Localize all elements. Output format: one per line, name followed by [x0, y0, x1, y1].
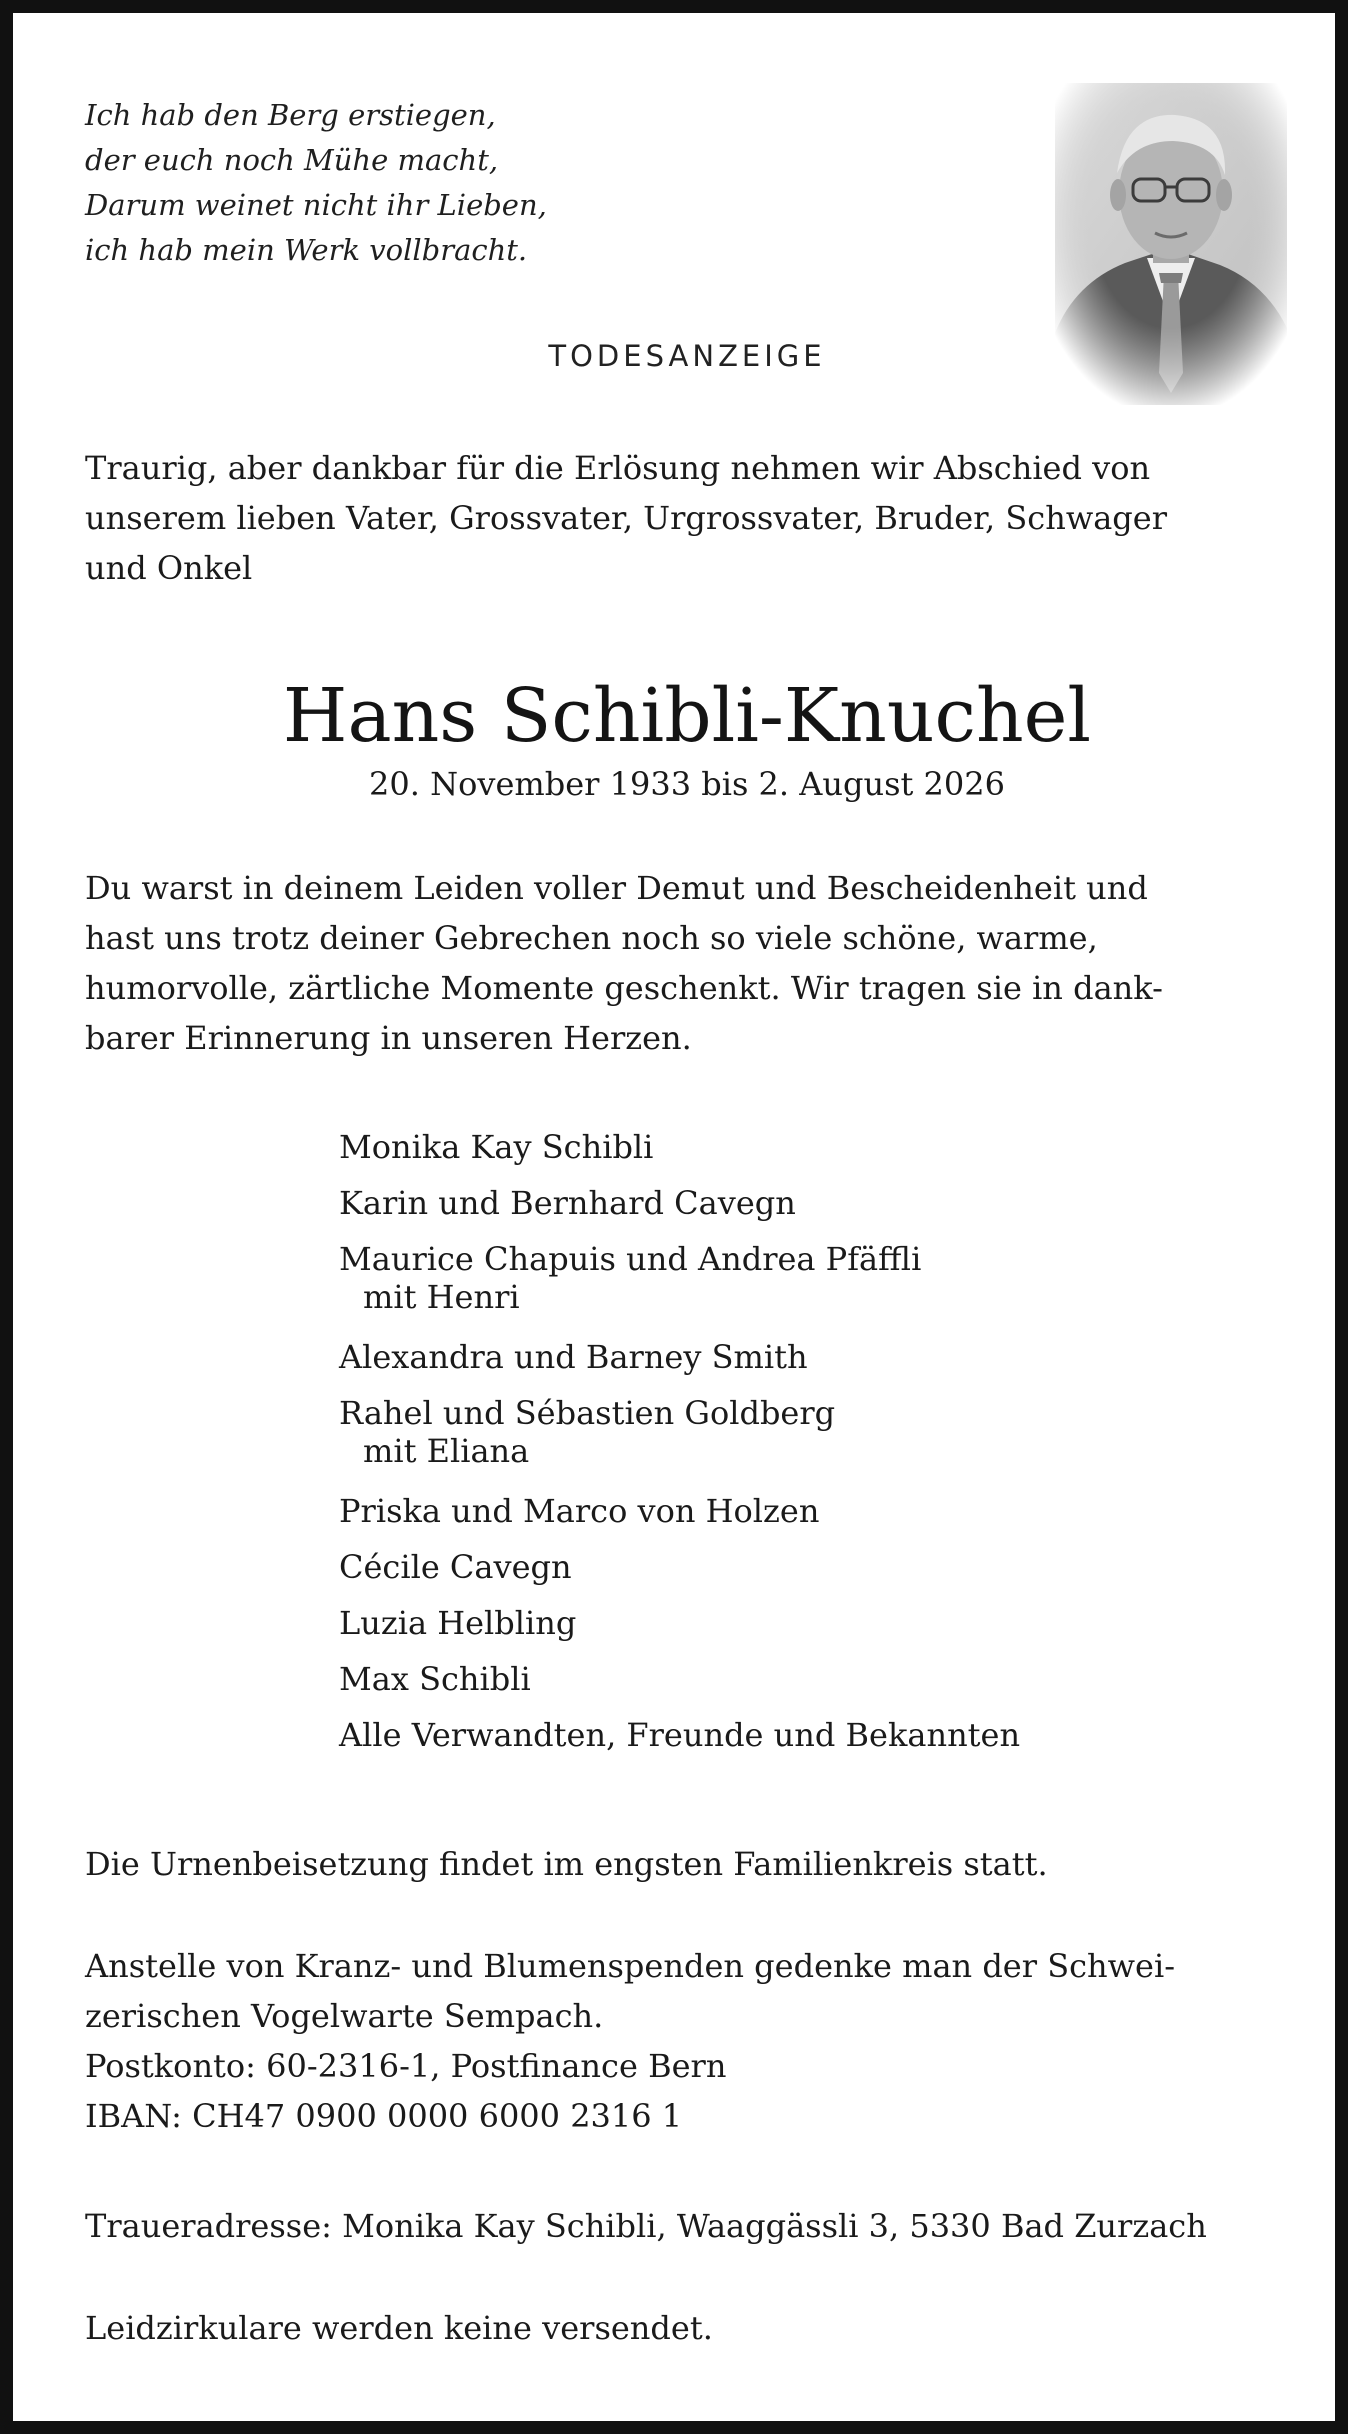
- mourner-entry: Cécile Cavegn: [339, 1548, 572, 1586]
- mourner-subentry: mit Eliana: [363, 1432, 530, 1470]
- poem-line: Ich hab den Berg erstiegen,: [85, 98, 496, 132]
- donation-line: zerischen Vogelwarte Sempach.: [85, 1997, 604, 2035]
- tribute-line: barer Erinnerung in unseren Herzen.: [85, 1019, 692, 1057]
- mourner-entry: Luzia Helbling: [339, 1604, 577, 1642]
- intro-paragraph: [85, 443, 1293, 593]
- notice-heading: TODESANZEIGE: [548, 339, 826, 373]
- mourner-subentry: mit Henri: [363, 1278, 520, 1316]
- mourner-entry: Karin und Bernhard Cavegn: [339, 1184, 796, 1222]
- mourner-entry: Monika Kay Schibli: [339, 1128, 654, 1166]
- iban-line: IBAN: CH47 0900 0000 6000 2316 1: [85, 2097, 683, 2135]
- note-paragraph: [85, 2303, 1293, 2353]
- deceased-name: Hans Schibli-Knuchel: [282, 673, 1092, 759]
- mourner-entry: Maurice Chapuis und Andrea Pfäffli: [339, 1240, 922, 1278]
- tribute-line: humorvolle, zärtliche Momente geschenkt. Wir tragen sie in dank-: [85, 969, 1163, 1007]
- tribute-paragraph: [85, 863, 1293, 1063]
- tribute-line: hast uns trotz deiner Gebrechen noch so viele schöne, warme,: [85, 919, 1098, 957]
- mourner-entry: Alexandra und Barney Smith: [339, 1338, 808, 1376]
- donation-line: Anstelle von Kranz- und Blumenspenden gedenke man der Schwei-: [85, 1947, 1176, 1985]
- poem-line: der euch noch Mühe macht,: [85, 143, 499, 177]
- poem: [85, 93, 605, 273]
- donation-paragraph: [85, 1941, 1293, 2141]
- burial-line: Die Urnenbeisetzung findet im engsten Familienkreis statt.: [85, 1845, 1048, 1883]
- intro-line: unserem lieben Vater, Grossvater, Urgrossvater, Bruder, Schwager: [85, 499, 1167, 537]
- tribute-line: Du warst in deinem Leiden voller Demut und Bescheidenheit und: [85, 869, 1148, 907]
- life-dates: 20. November 1933 bis 2. August 2026: [369, 765, 1005, 803]
- mourning-address: Traueradresse: Monika Kay Schibli, Waaggässli 3, 5330 Bad Zurzach: [85, 2207, 1207, 2245]
- burial-paragraph: [85, 1839, 1293, 1889]
- intro-line: Traurig, aber dankbar für die Erlösung nehmen wir Abschied von: [85, 449, 1151, 487]
- address-paragraph: [85, 2201, 1293, 2251]
- poem-line: ich hab mein Werk vollbracht.: [85, 233, 528, 267]
- intro-line: und Onkel: [85, 549, 253, 587]
- mourner-entry: Alle Verwandten, Freunde und Bekannten: [339, 1716, 1021, 1754]
- mourner-entry: Rahel und Sébastien Goldberg: [339, 1394, 836, 1432]
- mourners-list: [339, 1119, 1020, 1763]
- circular-note: Leidzirkulare werden keine versendet.: [85, 2309, 713, 2347]
- postkonto-line: Postkonto: 60-2316-1, Postfinance Bern: [85, 2047, 727, 2085]
- poem-line: Darum weinet nicht ihr Lieben,: [85, 188, 547, 222]
- mourner-entry: Priska und Marco von Holzen: [339, 1492, 820, 1530]
- mourner-entry: Max Schibli: [339, 1660, 531, 1698]
